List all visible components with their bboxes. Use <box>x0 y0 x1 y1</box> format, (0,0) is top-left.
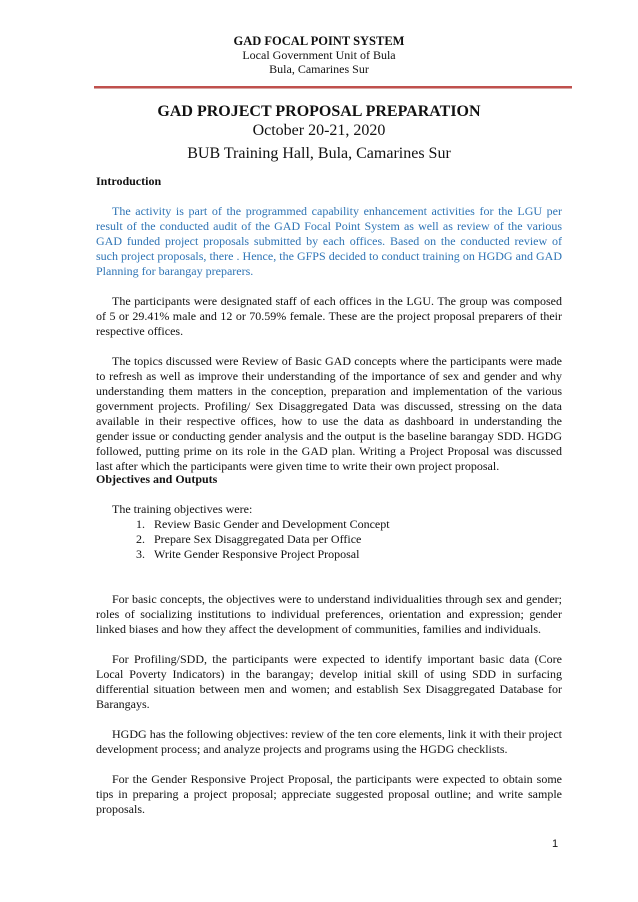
page-number: 1 <box>552 838 559 850</box>
list-item: 3. Write Gender Responsive Project Proposal <box>148 547 562 562</box>
introduction-paragraph-2: The participants were designated staff of each offices in the LGU. The group was composed of 5 or 29.41% male and 12 or 70.59% female. These are the project proposal preparers of their respective offices. <box>96 294 562 338</box>
objectives-intro: The training objectives were: <box>112 502 253 516</box>
letterhead-place: Bula, Camarines Sur <box>269 62 369 76</box>
event-venue: BUB Training Hall, Bula, Camarines Sur <box>187 145 451 162</box>
introduction-paragraph-3: The topics discussed were Review of Basic GAD concepts where the participants were made to refresh as well as improve their understanding of the importance of sex and gender and why understanding them matters in the conception, preparation and implementation of the various government projects. Profiling/ Sex Disaggregated Data was discussed, stressing on the data available in their respective offices, how to use the data as dashboard in understanding the gender issue or conducting gender analysis and the output is the baseline barangay SDD. HGDG followed, putting prime on its role in the GAD plan. Writing a Project Proposal was discussed last after which the participants were given time to write their own project proposal. <box>96 354 562 473</box>
objectives-section <box>96 472 562 817</box>
title-block <box>0 102 638 163</box>
introduction-section <box>96 174 562 474</box>
letterhead-org: GAD FOCAL POINT SYSTEM <box>233 34 405 48</box>
objectives-list <box>96 517 562 562</box>
objectives-paragraph-2: For Profiling/SDD, the participants were expected to identify important basic data (Core Local Poverty Indicators) in the barangay; develop initial skill of using SDD in surfacing differential situation between men and women; and establish Sex Disaggregated Database for Barangays. <box>96 652 562 711</box>
letterhead <box>0 34 638 76</box>
document-title: GAD PROJECT PROPOSAL PREPARATION <box>157 103 481 120</box>
objectives-heading: Objectives and Outputs <box>96 472 218 486</box>
objectives-paragraph-1: For basic concepts, the objectives were to understand individualities through sex and gender; roles of socializing institutions to individual preferences, orientation and expression; gender linked biases and how they affect the development of communities, families and individuals. <box>96 592 562 636</box>
header-divider <box>94 86 572 89</box>
objectives-paragraph-3: HGDG has the following objectives: review of the ten core elements, link it with their project development process; and analyze projects and programs using the HGDG checklists. <box>96 727 562 756</box>
introduction-paragraph-1: The activity is part of the programmed capability enhancement activities for the LGU per result of the conducted audit of the GAD Focal Point System as well as review of the various GAD funded project proposals submitted by each offices. Based on the conducted review of such project proposals, there . Hence, the GFPS decided to conduct training on HGDG and GAD Planning for barangay preparers. <box>96 204 562 278</box>
list-item: 2. Prepare Sex Disaggregated Data per Office <box>148 532 562 547</box>
letterhead-lgu: Local Government Unit of Bula <box>242 48 396 62</box>
event-date: October 20-21, 2020 <box>252 122 386 139</box>
list-item: 1. Review Basic Gender and Development Concept <box>148 517 562 532</box>
objectives-paragraph-4: For the Gender Responsive Project Proposal, the participants were expected to obtain some tips in preparing a project proposal; appreciate suggested proposal outline; and write sample proposals. <box>96 772 562 816</box>
introduction-heading: Introduction <box>96 174 162 188</box>
